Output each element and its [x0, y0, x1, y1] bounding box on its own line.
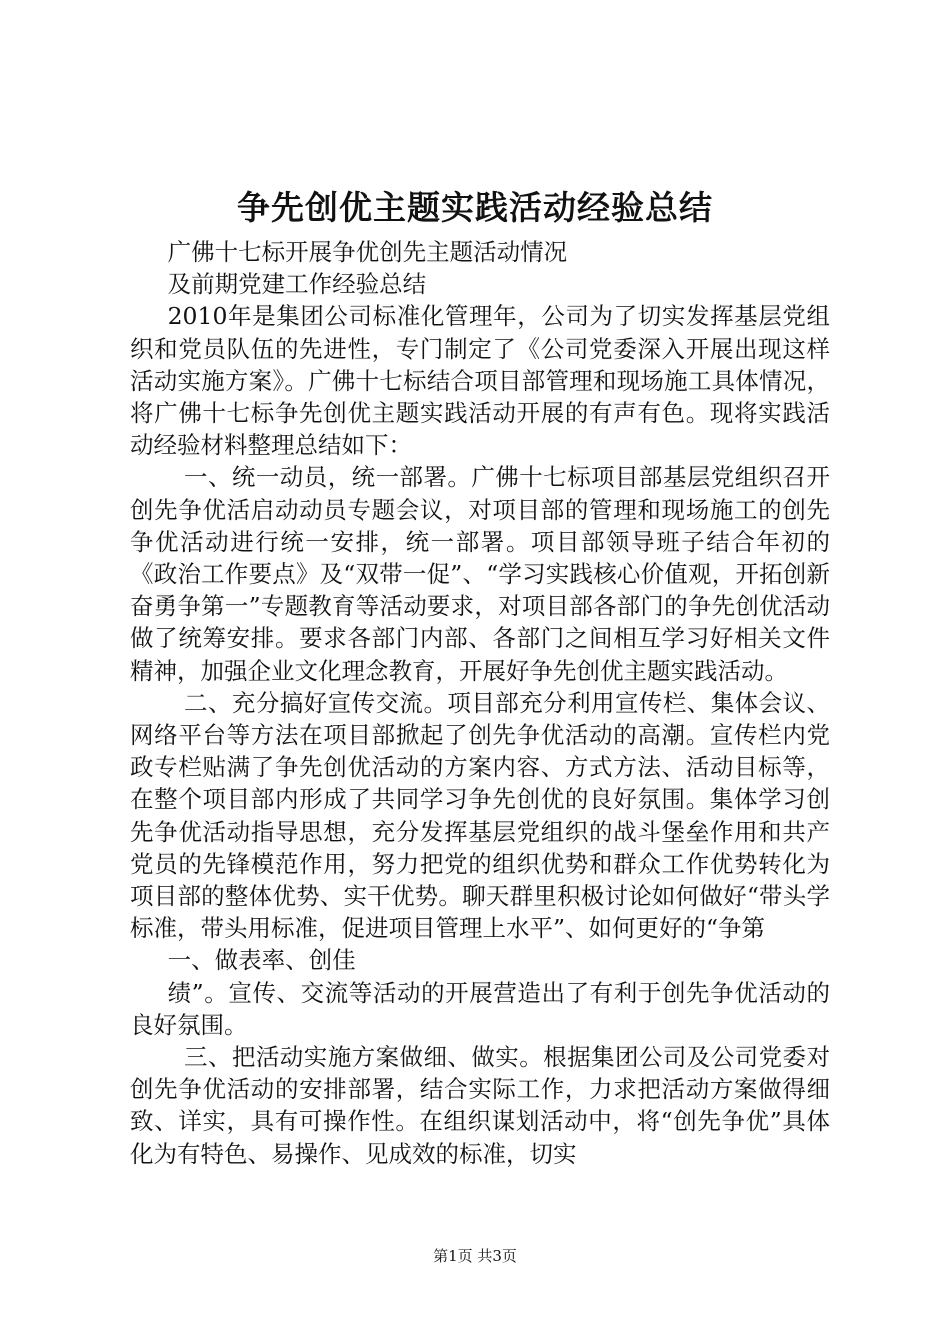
page-footer: 第1页 共3页	[433, 1247, 517, 1265]
subtitle-line-1: 广佛十七标开展争优创先主题活动情况	[167, 238, 568, 266]
paragraph-intro: 2010年是集团公司标准化管理年，公司为了切实发挥基层党组织和党员队伍的先进性，专门制定了《公司党委深入开展出现这样活动实施方案》。广佛十七标结合项目部管理和现场施工具体情况，将广佛十七标争先创优主题实践活动开展的有声有色。现将实践活动经验材料整理总结如下：	[130, 302, 830, 460]
paragraph-section-2: 二、充分搞好宣传交流。项目部充分利用宣传栏、集体会议、网络平台等方法在项目部掀起了创先争优活动的高潮。宣传栏内党政专栏贴满了争先创优活动的方案内容、方式方法、活动目标等，在整个项目部内形成了共同学习争先创优的良好氛围。集体学习创先争优活动指导思想，充分发挥基层党组织的战斗堡垒作用和共产党员的先锋模范作用，努力把党的组织优势和群众工作优势转化为项目部的整体优势、实干优势。聊天群里积极讨论如何做好“带头学标准，带头用标准，促进项目管理上水平”、如何更好的“争第	[130, 688, 830, 943]
subtitle-line-2: 及前期党建工作经验总结	[167, 270, 427, 299]
paragraph-continuation: 绩”。宣传、交流等活动的开展营造出了有利于创先争优活动的良好氛围。	[130, 978, 830, 1039]
paragraph-section-3: 三、把活动实施方案做细、做实。根据集团公司及公司党委对创先争优活动的安排部署，结合实际工作，力求把活动方案做得细致、详实，具有可操作性。在组织谋划活动中，将“创先争优”具体化为有特色、易操作、见成效的标准，切实	[130, 1043, 830, 1168]
document-title: 争先创优主题实践活动经验总结	[237, 188, 713, 227]
paragraph-section-1: 一、统一动员，统一部署。广佛十七标项目部基层党组织召开创先争优活启动动员专题会议，对项目部的管理和现场施工的创先争优活动进行统一安排，统一部署。项目部领导班子结合年初的《政治工作要点》及“双带一促”、“学习实践核心价值观，开拓创新奋勇争第一”专题教育等活动要求，对项目部各部门的争先创优活动做了统筹安排。要求各部门内部、各部门之间相互学习好相关文件精神，加强企业文化理念教育，开展好争先创优主题实践活动。	[130, 463, 830, 685]
document-body	[130, 236, 830, 1170]
paragraph-fragment: 一、做表率、创佳	[167, 946, 356, 975]
